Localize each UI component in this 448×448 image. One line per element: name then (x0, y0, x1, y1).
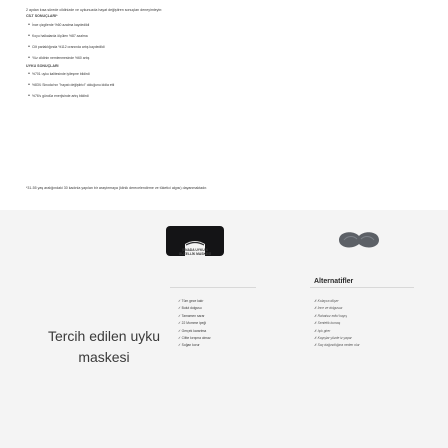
alternative-feature: ✗ Işık girer (314, 328, 331, 333)
sinoda-feature: ✓ Tüm gece kalır (178, 299, 204, 303)
list-item: • %83'ü Sinoda'nın "hayatı değiştirici" olduğunu iddia etti (28, 82, 115, 88)
study-note: *31-55 yaş aralığındaki 30 kadınla yapılan bir araştırmaya (klinik derecelendirme ve tüketici algısı) dayanmaktadır. (26, 186, 208, 190)
sinoda-features-list (178, 299, 211, 351)
list-item: • Cilt parlaklığında %112 oranında artış kaydedildi (28, 44, 105, 50)
sleep-results-list (26, 72, 436, 99)
alternative-feature: ✗ Sentetik kumaş (314, 321, 341, 326)
results-section (26, 8, 436, 105)
comparison-panel (0, 210, 448, 448)
alternative-features-list (314, 299, 360, 351)
list-item: • Yüz cildinin nemlenmesinde %60 artış (28, 55, 90, 61)
header-divider-left (170, 287, 256, 288)
sinoda-feature: ✓ Gerçek karartma (178, 328, 207, 333)
sinoda-feature: ✓ 22 Momme ipeği (178, 321, 207, 326)
intro-text: 2 aydan kısa sürede cildinizde ve uykunuzda hayat değiştiren sonuçları deneyimleyin: (26, 8, 163, 12)
list-item: • %701 uyku kalitesinde iyileşme bildirdi (28, 71, 90, 77)
skin-results-list (26, 23, 436, 61)
sinoda-feature: ✓ Soğan korur (178, 343, 200, 348)
sinoda-feature: ✓ Bulut dolgusu (178, 306, 202, 311)
skin-results-header: CİLT SONUÇLARI* (26, 14, 58, 18)
alternative-feature: ✗ Rahatsız edici kayış (314, 313, 347, 318)
alternative-feature: ✗ Saç dağınıklığına neden olur (314, 343, 360, 348)
list-item: • %76's gündüz enerjisinde artış bildirdi (28, 93, 89, 99)
sinoda-feature: ✓ Ciltte kırışma olmaz (178, 335, 211, 340)
alternative-feature: ✗ Kolayca düşer (314, 299, 339, 303)
header-divider-right (310, 287, 414, 288)
alternative-feature: ✗ Kayışlar yüzde iz yapar (314, 335, 352, 340)
list-item: • Koyu halkalarda ölçülen %87 azalma (28, 33, 88, 39)
alternatives-column-header: Alternatifler (314, 278, 354, 285)
sinoda-feature: ✓ Tamamen sarar (178, 313, 205, 318)
list-item: • İnce çizgilerde %60 azalma kaydedildi (28, 22, 90, 28)
alternative-feature: ✗ İnce ve dolgusuz (314, 306, 343, 311)
sleep-results-header: UYKU SONUÇLARI (26, 64, 59, 68)
sinoda-column-header: SİNADA UYKU & GÜZELLİK MASKESİ (178, 248, 212, 257)
alternative-mask-image (336, 228, 382, 252)
comparison-title: Tercih edilen uyku maskesi (47, 328, 161, 365)
